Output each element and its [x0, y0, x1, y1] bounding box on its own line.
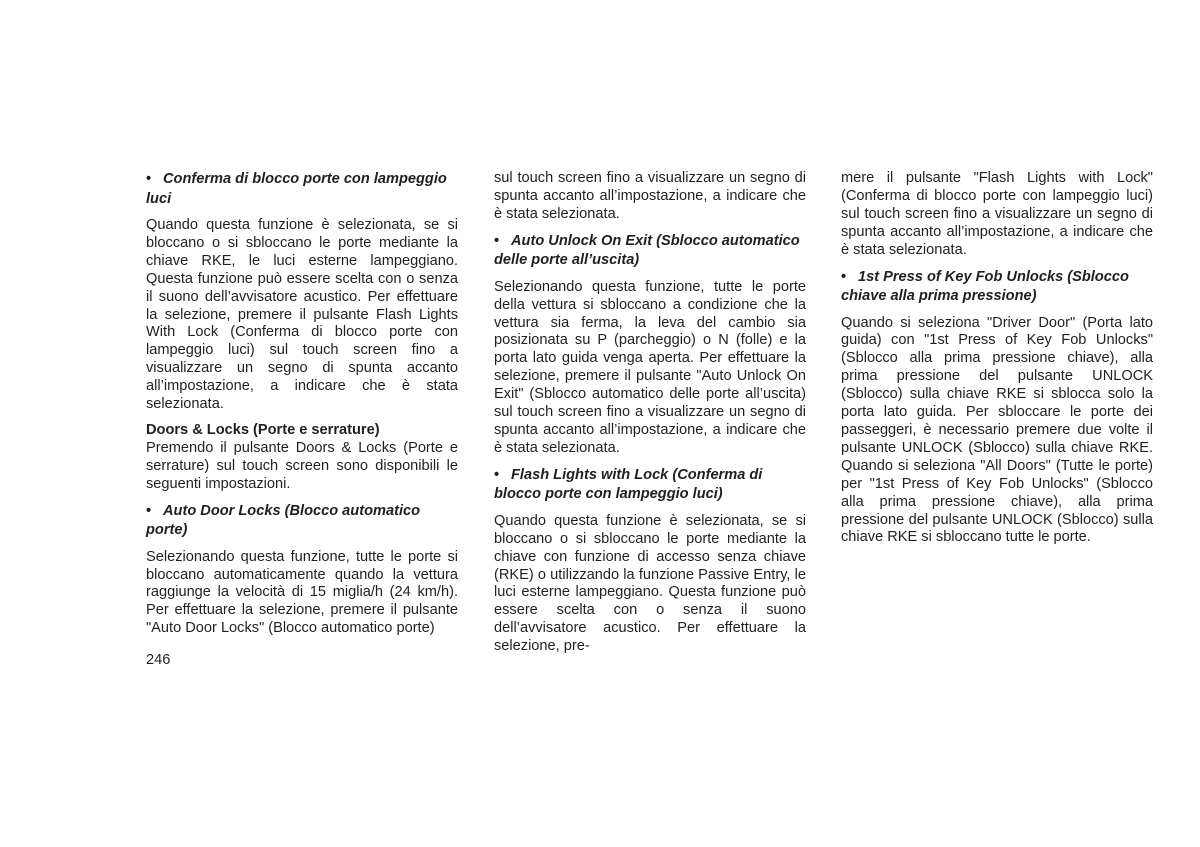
bullet-icon: • [146, 502, 152, 519]
bullet-icon: • [494, 232, 500, 249]
column-middle [494, 170, 806, 664]
section-heading-auto-door-locks [146, 502, 458, 541]
heading-text: Flash Lights with Lock (Conferma di blocco porte con lampeggio luci) [494, 466, 763, 503]
paragraph-doors-locks-intro: Premendo il pulsante Doors & Locks (Porte e serrature) sul touch screen sono disponibili le seguenti impostazioni. [146, 439, 458, 492]
paragraph-continued: mere il pulsante "Flash Lights with Lock" (Conferma di blocco porte con lampeggio luci) sul touch screen fino a visualizzare un segno di spunta accanto all’impostazione, a indicare che è stata selezionata. [841, 170, 1153, 258]
paragraph-auto-door-locks: Selezionando questa funzione, tutte le porte si bloccano automaticamente quando la vettura raggiunge la velocità di 15 miglia/h (24 km/h). Per effettuare la selezione, premere il pulsante "Auto Door Locks" (Blocco automatico porte) [146, 548, 458, 637]
paragraph-continued: sul touch screen fino a visualizzare un segno di spunta accanto all’impostazione, a indicare che è stata selezionata. [494, 170, 806, 222]
bullet-icon: • [841, 268, 847, 285]
heading-text: Conferma di blocco porte con lampeggio luci [146, 171, 447, 207]
bullet-icon: • [494, 466, 500, 483]
page-number: 246 [146, 652, 171, 668]
section-heading-flash-lights-lock [146, 170, 458, 209]
subheading-doors-locks: Doors & Locks (Porte e serrature) [146, 421, 380, 438]
column-left [146, 170, 458, 646]
section-heading-flash-lights-with-lock [494, 466, 806, 505]
section-heading-auto-unlock-on-exit [494, 232, 806, 271]
paragraph-flash-lights-with-lock: Quando questa funzione è selezionata, se si bloccano o si sbloccano le porte mediante la chiave con funzione di accesso senza chiave (RKE) o utilizzando la funzione Passive Entry, le luci esterne lampeggiano. Questa funzione può essere scelta con o senza il suono dell’avvisatore acustico. Per effettuare la selezione, pre- [494, 512, 806, 655]
column-right [841, 170, 1153, 555]
heading-text: Auto Unlock On Exit (Sblocco automatico delle porte all’uscita) [494, 232, 800, 269]
section-heading-1st-press-key-fob [841, 268, 1153, 307]
heading-text: Auto Door Locks (Blocco automatico porte) [146, 502, 421, 539]
heading-text: 1st Press of Key Fob Unlocks (Sblocco chiave alla prima pressione) [841, 268, 1129, 305]
bullet-icon: • [146, 171, 152, 187]
paragraph-1st-press-key-fob: Quando si seleziona "Driver Door" (Porta lato guida) con "1st Press of Key Fob Unlocks" (Sblocco alla prima pressione chiave), alla prima pressione del pulsante UNLOCK (Sblocco) sulla chiave RKE si sblocca solo la porta lato guida. Per sbloccare le porte dei passeggeri, è necessario premere due volte il pulsante UNLOCK (Sblocco) sulla chiave RKE. Quando si seleziona "All Doors" (Tutte le porte) per "1st Press of Key Fob Unlocks" (Sblocco alla prima pressione chiave), alla prima pressione del pulsante UNLOCK (Sblocco) sulla chiave RKE si sbloccano tutte le porte. [841, 314, 1153, 546]
paragraph-auto-unlock-on-exit: Selezionando questa funzione, tutte le porte della vettura si sbloccano a condizione che la vettura sia ferma, la leva del cambio sia posizionata su P (parcheggio) o N (folle) e la porta lato guida venga aperta. Per effettuare la selezione, premere il pulsante "Auto Unlock On Exit" (Sblocco automatico delle porte all’uscita) sul touch screen fino a visualizzare un segno di spunta accanto all’impostazione, a indicare che è stata selezionata. [494, 278, 806, 456]
paragraph-flash-lights-description: Quando questa funzione è selezionata, se si bloccano o si sbloccano le porte mediante la chiave RKE, le luci esterne lampeggiano. Questa funzione può essere scelta con o senza il suono dell’avvisatore acustico. Per effettuare la selezione, premere il pulsante Flash Lights With Lock (Conferma di blocco porte con lampeggio luci) sul touch screen fino a visualizzare un segno di spunta accanto all’impostazione, a indicare che è stata selezionata. [146, 217, 458, 413]
